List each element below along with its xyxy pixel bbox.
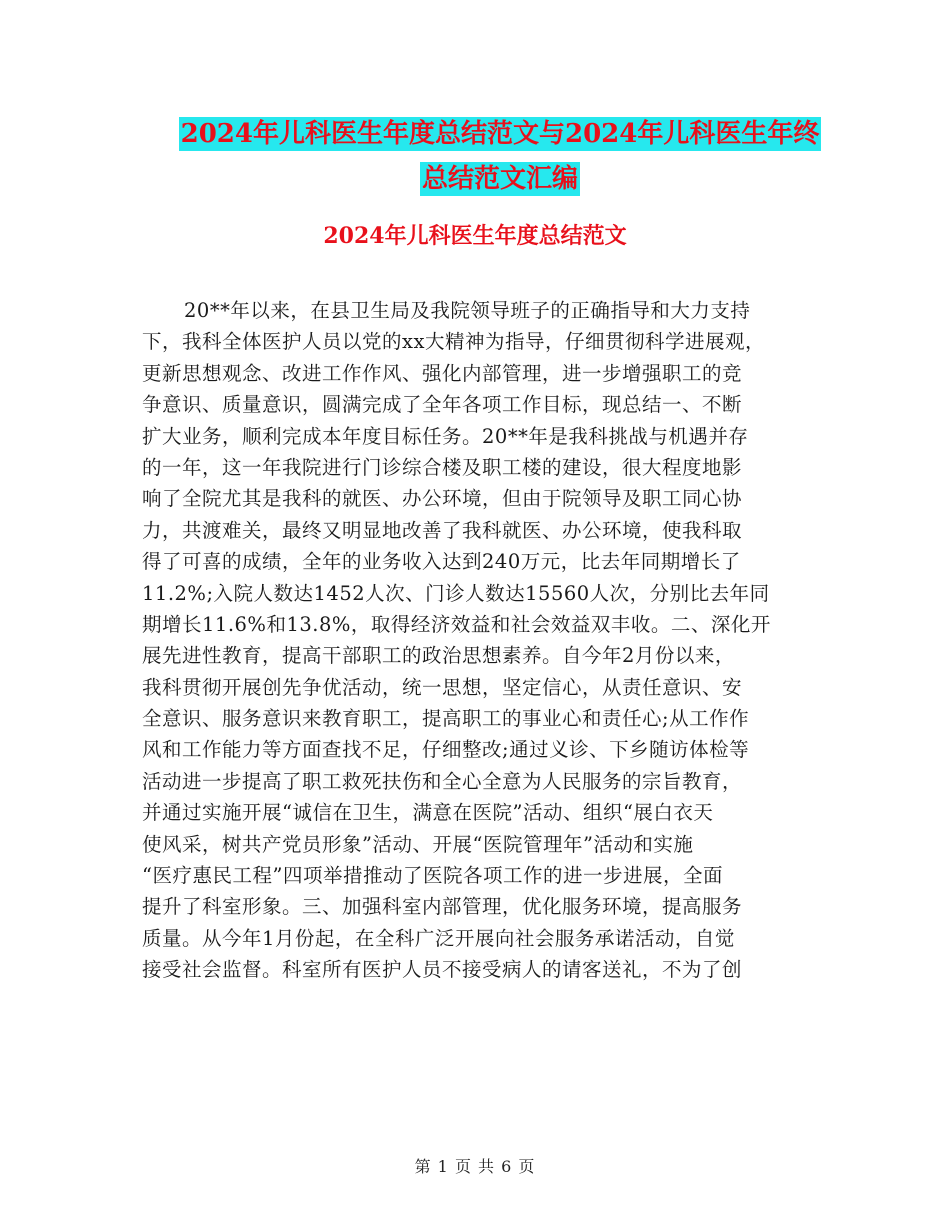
body-line: 响了全院尤其是我科的就医、办公环境，但由于院领导及职工同心协 (142, 487, 743, 511)
body-line: 我科贯彻开展创先争优活动，统一思想，坚定信心，从责任意识、安 (142, 675, 743, 699)
body-line: 展先进性教育，提高干部职工的政治思想素养。自今年2月份以来， (142, 644, 735, 668)
body-line: 并通过实施开展“诚信在卫生，满意在医院”活动、组织“展白衣天 (142, 801, 714, 825)
body-line: 争意识、质量意识，圆满完成了全年各项工作目标，现总结一、不断 (142, 393, 743, 417)
body-line: 扩大业务，顺利完成本年度目标任务。20**年是我科挑战与机遇并存 (142, 424, 749, 448)
body-line: 期增长11.6%和13.8%，取得经济效益和社会效益双丰收。二、深化开 (142, 612, 771, 636)
body-line: 使风采，树共产党员形象”活动、开展“医院管理年”活动和实施 (142, 832, 694, 856)
body-line: 风和工作能力等方面查找不足，仔细整改;通过义诊、下乡随访体检等 (142, 738, 750, 762)
document-title (140, 112, 860, 202)
page-number-footer: 第 1 页 共 6 页 (414, 1157, 536, 1176)
section-title: 2024年儿科医生年度总结范文 (323, 223, 627, 249)
body-line: 得了可喜的成绩，全年的业务收入达到240万元，比去年同期增长了 (142, 550, 741, 574)
body-line: 接受社会监督。科室所有医护人员不接受病人的请客送礼，不为了创 (142, 958, 743, 982)
body-paragraph (142, 295, 800, 986)
body-line: “医疗惠民工程”四项举措推动了医院各项工作的进一步进展，全面 (142, 864, 723, 888)
body-line: 20**年以来，在县卫生局及我院领导班子的正确指导和大力支持 (184, 299, 751, 322)
body-line: 下，我科全体医护人员以党的xx大精神为指导，仔细贯彻科学进展观， (142, 330, 765, 354)
body-line: 11.2%;入院人数达1452人次、门诊人数达15560人次，分别比去年同 (142, 581, 770, 605)
body-line: 提升了科室形象。三、加强科室内部管理，优化服务环境，提高服务 (142, 895, 743, 919)
body-line: 活动进一步提高了职工救死扶伤和全心全意为人民服务的宗旨教育， (142, 769, 743, 793)
document-title-line-2: 总结范文汇编 (421, 164, 578, 194)
document-title-line-1: 2024年儿科医生年度总结范文与2024年儿科医生年终 (180, 119, 820, 149)
body-line: 更新思想观念、改进工作作风、强化内部管理，进一步增强职工的竞 (142, 361, 743, 385)
body-line: 力，共渡难关，最终又明显地改善了我科就医、办公环境，使我科取 (142, 518, 743, 542)
body-line: 全意识、服务意识来教育职工，提高职工的事业心和责任心;从工作作 (142, 707, 750, 731)
body-line: 质量。从今年1月份起，在全科广泛开展向社会服务承诺活动，自觉 (142, 926, 735, 950)
body-line: 的一年，这一年我院进行门诊综合楼及职工楼的建设，很大程度地影 (142, 455, 743, 479)
